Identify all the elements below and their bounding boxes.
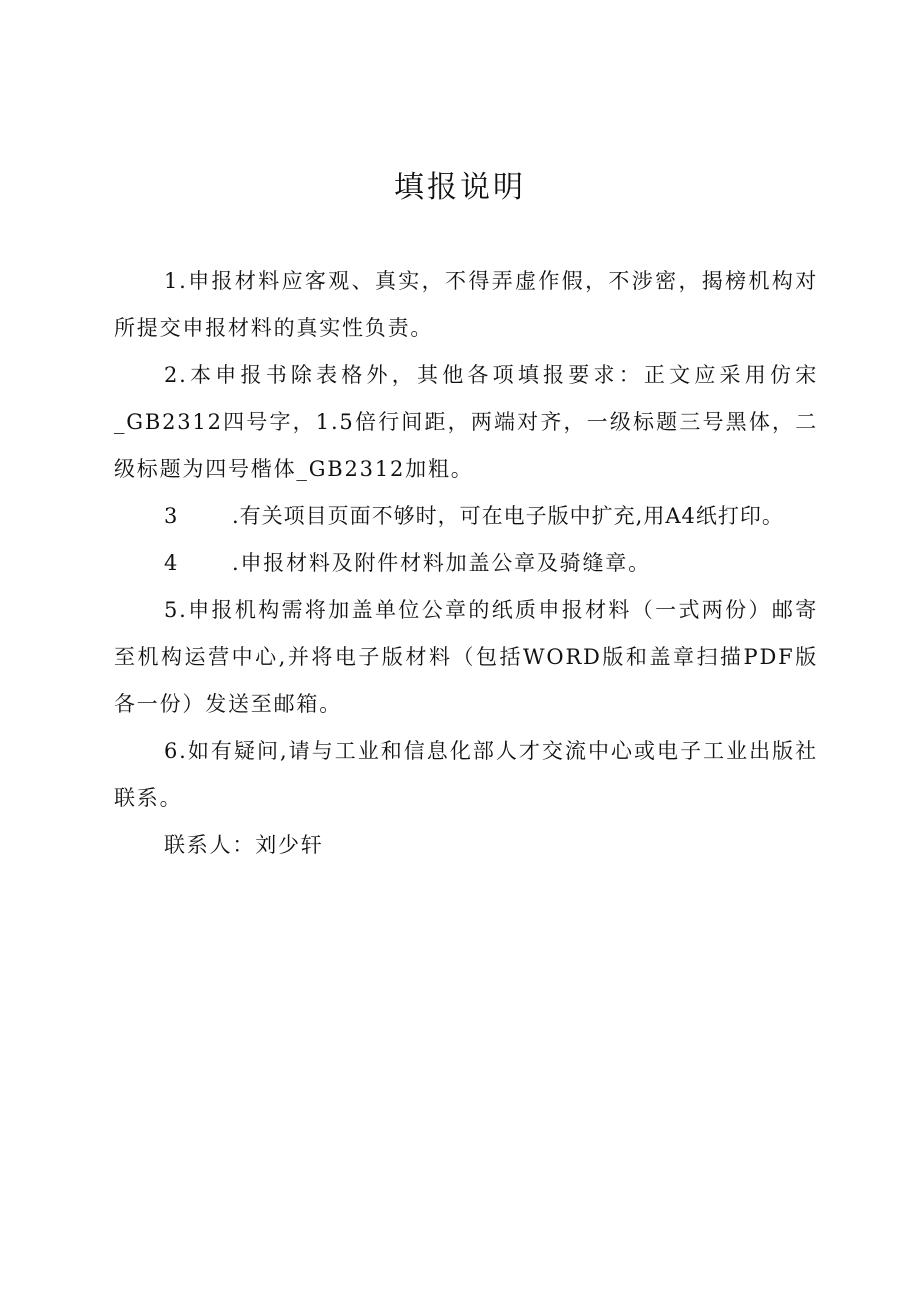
instruction-item-2	[114, 352, 818, 493]
item-text: .如有疑问,请与工业和信息化部人才交流中心或电子工业出版社联系。	[114, 739, 818, 810]
item-text: .本申报书除表格外，其他各项填报要求：正文应采用仿宋_GB2312四号字，1.5倍行间距，两端对齐，一级标题三号黑体，二级标题为四号楷体_GB2312加粗。	[114, 363, 818, 481]
contact-line: 联系人：刘少轩	[164, 833, 324, 857]
item-text: .有关项目页面不够时，可在电子版中扩充,用A4纸打印。	[232, 504, 784, 528]
item-number: 4	[164, 551, 180, 575]
instruction-item-6	[114, 728, 818, 822]
item-number: 6	[164, 739, 180, 763]
instruction-item-4	[114, 540, 818, 587]
item-text: .申报机构需将加盖单位公章的纸质申报材料（一式两份）邮寄至机构运营中心,并将电子版材料（包括WORD版和盖章扫描PDF版各一份）发送至邮箱。	[114, 598, 818, 716]
item-number: 2	[164, 363, 180, 387]
instruction-item-1	[114, 258, 818, 352]
page-title: 填报说明	[394, 170, 526, 205]
item-text: .申报材料应客观、真实，不得弄虚作假，不涉密，揭榜机构对所提交申报材料的真实性负责。	[114, 269, 818, 340]
item-number: 1	[164, 269, 180, 293]
instruction-item-5	[114, 587, 818, 728]
item-number: 5	[164, 598, 180, 622]
instructions-body	[114, 258, 818, 869]
item-text: .申报材料及附件材料加盖公章及骑缝章。	[232, 551, 651, 575]
instruction-item-3	[114, 493, 818, 540]
item-number: 3	[164, 504, 180, 528]
